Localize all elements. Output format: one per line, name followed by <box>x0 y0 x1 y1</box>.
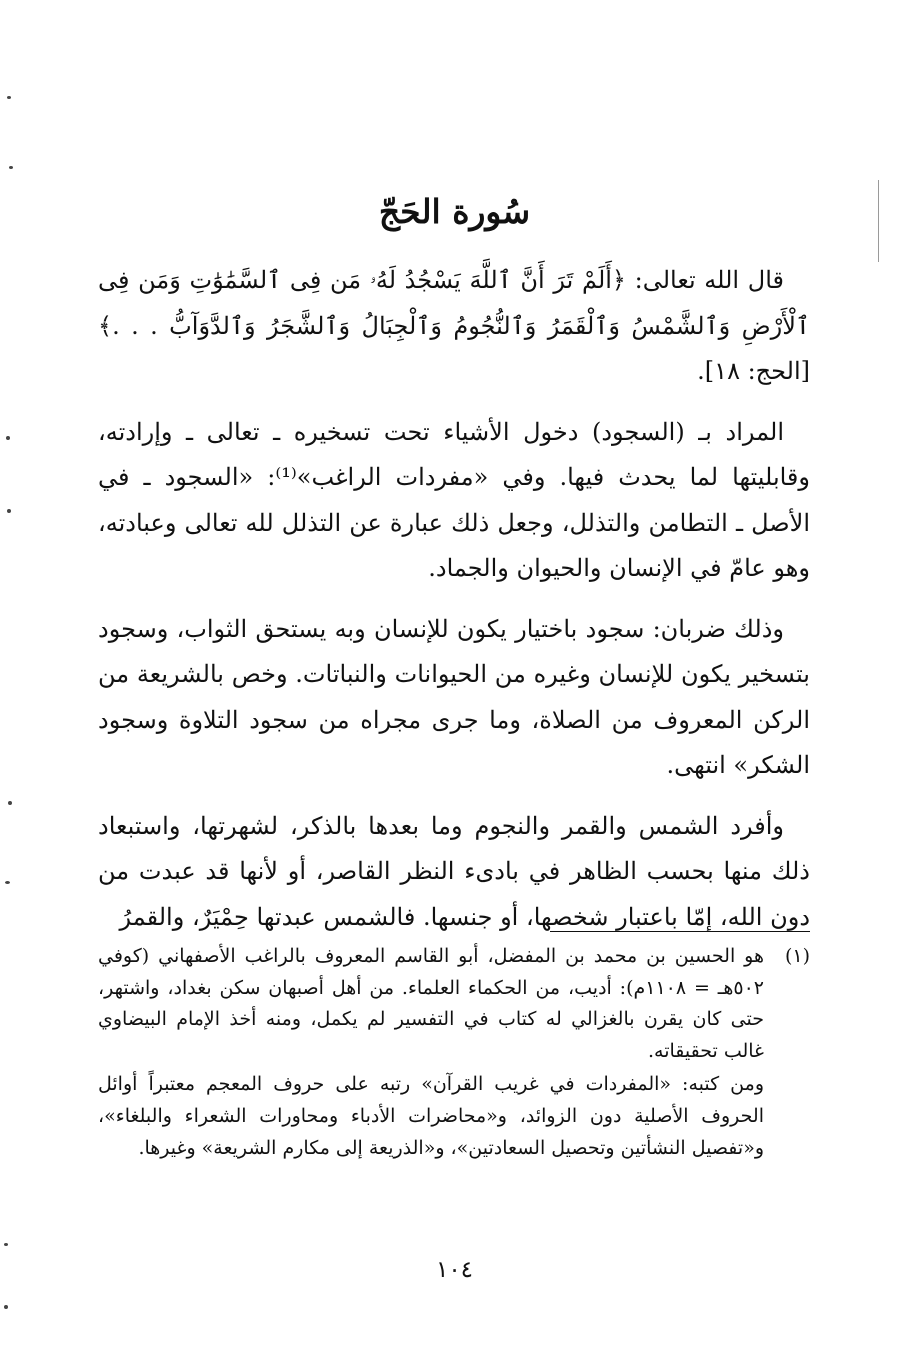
footnote-body <box>98 941 764 1164</box>
scan-speck <box>4 1305 8 1309</box>
footnote-number: (١) <box>784 945 810 967</box>
scan-speck <box>8 801 12 805</box>
body-paragraph: وذلك ضربان: سجود باختيار يكون للإنسان وبه يستحق الثواب، وسجود بتسخير يكون للإنسان وغيره من الحيوانات والنباتات. وخص بالشريعة من الركن المعروف من الصلاة، وما جرى مجراه من سجود التلاوة وسجود الشكر» انتهى. <box>98 614 810 779</box>
main-text <box>98 258 810 955</box>
verse-paragraph: قال الله تعالى: ﴿أَلَمْ تَرَ أَنَّ ٱللَّهَ يَسْجُدُ لَهُۥ مَن فِى ٱلسَّمَٰوَٰتِ وَمَن فِى ٱلْأَرْضِ وَٱلشَّمْسُ وَٱلْقَمَرُ وَٱلنُّجُومُ وَٱلْجِبَالُ وَٱلشَّجَرُ وَٱلدَّوَآبُّ . . .﴾ [الحج: ١٨]. <box>98 266 810 385</box>
footnote-text: هو الحسين بن محمد بن المفضل، أبو القاسم المعروف بالراغب الأصفهاني (كوفي ٥٠٢هـ = ١١٠٨م): أديب، من الحكماء العلماء. من أهل أصبهان سكن بغداد، واشتهر، حتى كان يقرن بالغزالي له كتاب في التفسير لم يكمل، ومنه أخذ الإمام البيضاوي غالب تحقيقاته. <box>98 945 764 1062</box>
footnote-entry <box>98 941 810 1164</box>
footnote-continuation: ومن كتبه: «المفردات في غريب القرآن» رتبه على حروف المعجم معتبراً أوائل الحروف الأصلية دون الزوائد، و«محاضرات الأدباء ومحاورات الشعراء والبلغاء»، و«تفصيل النشأتين وتحصيل السعادتين»، و«الذريعة إلى مكارم الشريعة» وغيرها. <box>98 1073 764 1159</box>
footnotes <box>98 941 810 1164</box>
scan-speck <box>5 881 10 884</box>
surah-title: سُورة الحَجّ <box>378 192 531 232</box>
scan-speck <box>9 166 13 169</box>
body-paragraph: المراد بـ (السجود) دخول الأشياء تحت تسخيره ـ تعالى ـ وإرادته، وقابليتها لما يحدث فيها. وفي «مفردات الراغب»⁽¹⁾: «السجود ـ في الأصل ـ التطامن والتذلل، وجعل ذلك عبارة عن التذلل لله تعالى وعبادته، وهو عامّ في الإنسان والحيوان والجماد. <box>98 417 810 582</box>
scan-speck <box>6 436 10 440</box>
scan-speck <box>4 1243 8 1246</box>
page-number: ١٠٤ <box>435 1257 474 1283</box>
footnote-divider <box>550 931 810 932</box>
body-paragraph: وأفرد الشمس والقمر والنجوم وما بعدها بالذكر، لشهرتها، واستبعاد ذلك منها بحسب الظاهر في بادىء النظر القاصر، أو لأنها قد عبدت من دون الله، إمّا باعتبار شخصها، أو جنسها. فالشمس عبدتها حِمْيَرٌ، والقمرُ <box>98 811 810 931</box>
scan-speck <box>7 509 11 513</box>
scan-speck <box>7 96 11 99</box>
